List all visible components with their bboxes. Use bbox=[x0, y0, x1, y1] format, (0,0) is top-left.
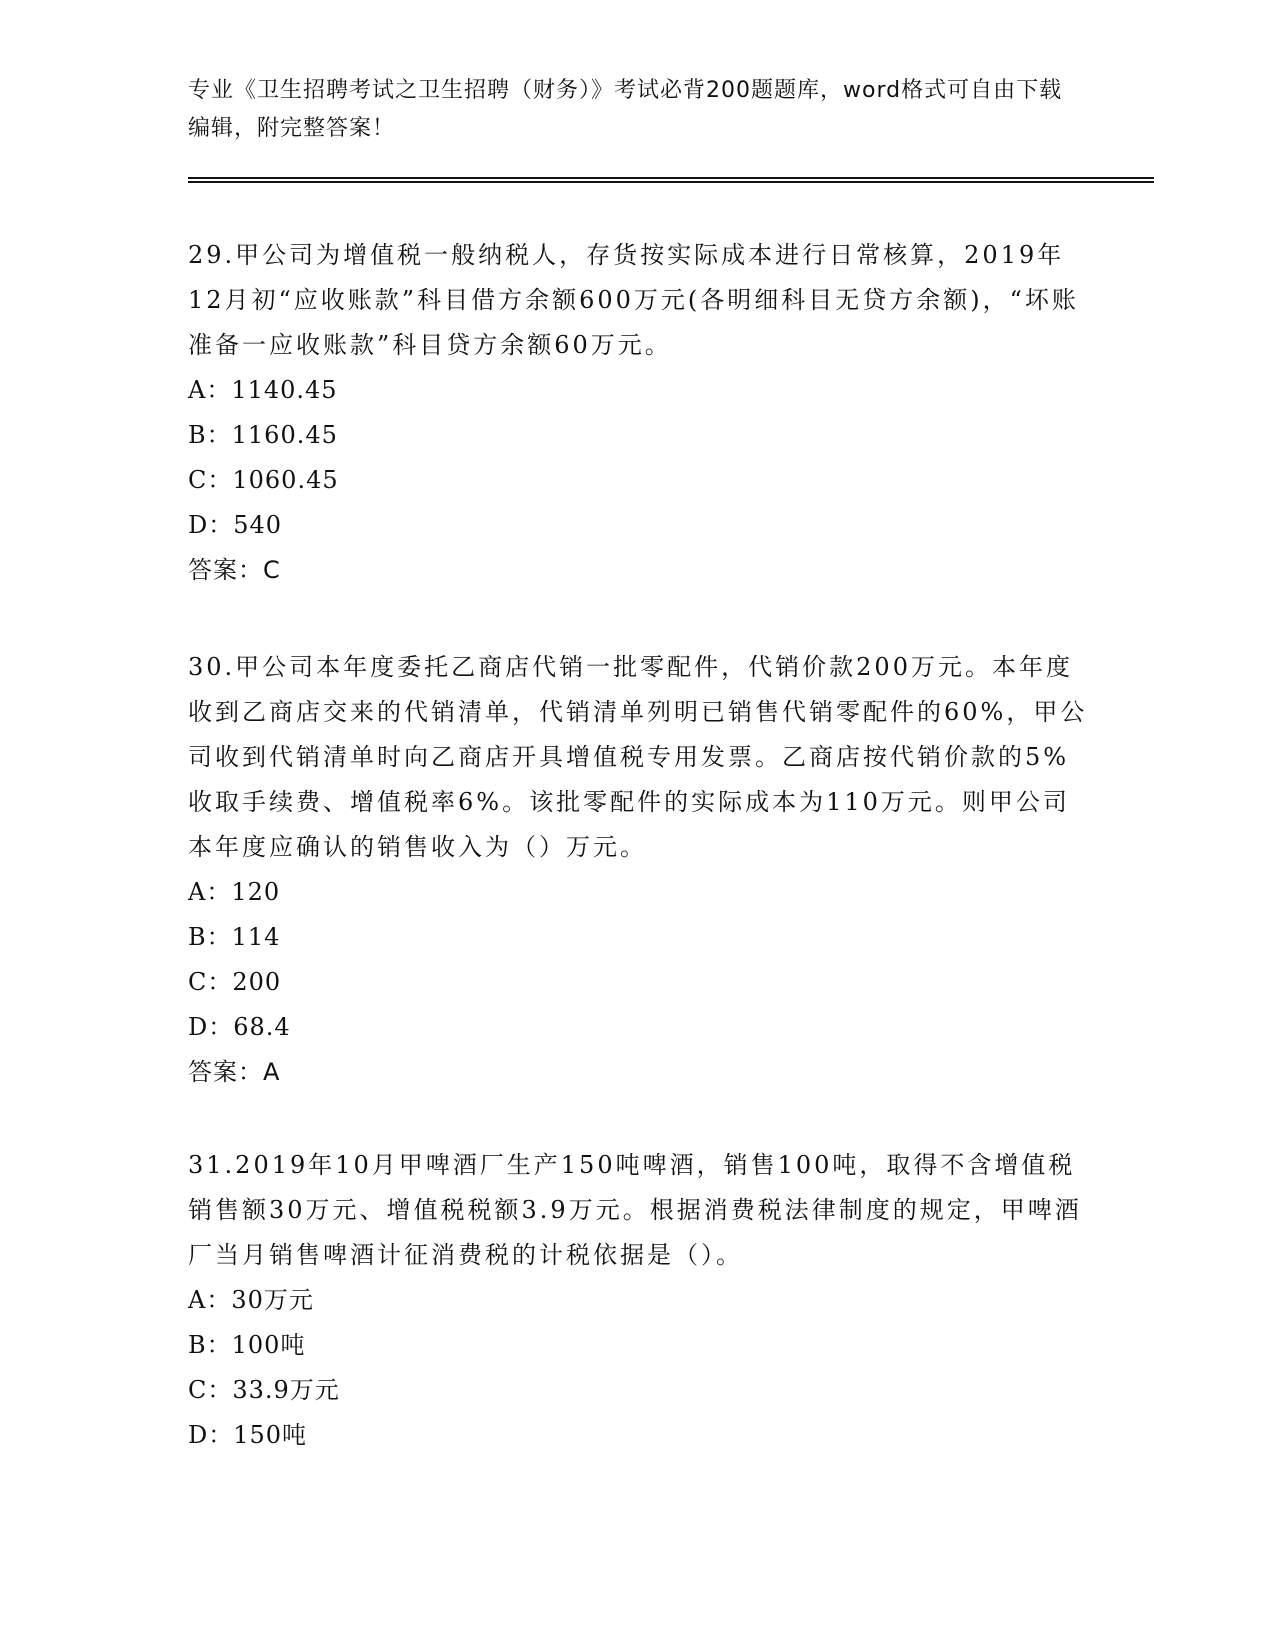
option-c: C：1060.45 bbox=[188, 466, 339, 494]
question-30 bbox=[188, 645, 1088, 1095]
option-b: B：114 bbox=[188, 923, 281, 951]
document-header: 专业《卫生招聘考试之卫生招聘（财务）》考试必背200题题库，word格式可自由下载编辑，附完整答案！ bbox=[188, 78, 1063, 141]
question-text: 30.甲公司本年度委托乙商店代销一批零配件，代销价款200万元。本年度收到乙商店交来的代销清单，代销清单列明已销售代销零配件的60%，甲公司收到代销清单时向乙商店开具增值税专用发票。乙商店按代销价款的5%收取手续费、增值税率6%。该批零配件的实际成本为110万元。则甲公司本年度应确认的销售收入为（）万元。 bbox=[188, 653, 1088, 861]
question-29 bbox=[188, 233, 1088, 593]
header-divider-bottom bbox=[188, 181, 1154, 183]
option-c: C：200 bbox=[188, 968, 282, 996]
option-b: B：1160.45 bbox=[188, 421, 338, 449]
option-d: D：150吨 bbox=[188, 1421, 308, 1449]
question-text: 31.2019年10月甲啤酒厂生产150吨啤酒，销售100吨，取得不含增值税销售额30万元、增值税税额3.9万元。根据消费税法律制度的规定，甲啤酒厂当月销售啤酒计征消费税的计税依据是（）。 bbox=[188, 1151, 1082, 1269]
option-b: B：100吨 bbox=[188, 1331, 306, 1359]
option-a: A：120 bbox=[188, 878, 281, 906]
answer-line: 答案：C bbox=[188, 556, 281, 584]
option-c: C：33.9万元 bbox=[188, 1376, 340, 1404]
option-d: D：68.4 bbox=[188, 1013, 291, 1041]
option-a: A：30万元 bbox=[188, 1286, 314, 1314]
option-d: D：540 bbox=[188, 511, 283, 539]
answer-line: 答案：A bbox=[188, 1058, 281, 1086]
question-text: 29.甲公司为增值税一般纳税人，存货按实际成本进行日常核算，2019年12月初“应收账款”科目借方余额600万元(各明细科目无贷方余额)，“坏账准备一应收账款”科目贷方余额60万元。 bbox=[188, 241, 1079, 359]
header-divider-top bbox=[188, 177, 1154, 179]
option-a: A：1140.45 bbox=[188, 376, 338, 404]
question-31 bbox=[188, 1143, 1088, 1458]
